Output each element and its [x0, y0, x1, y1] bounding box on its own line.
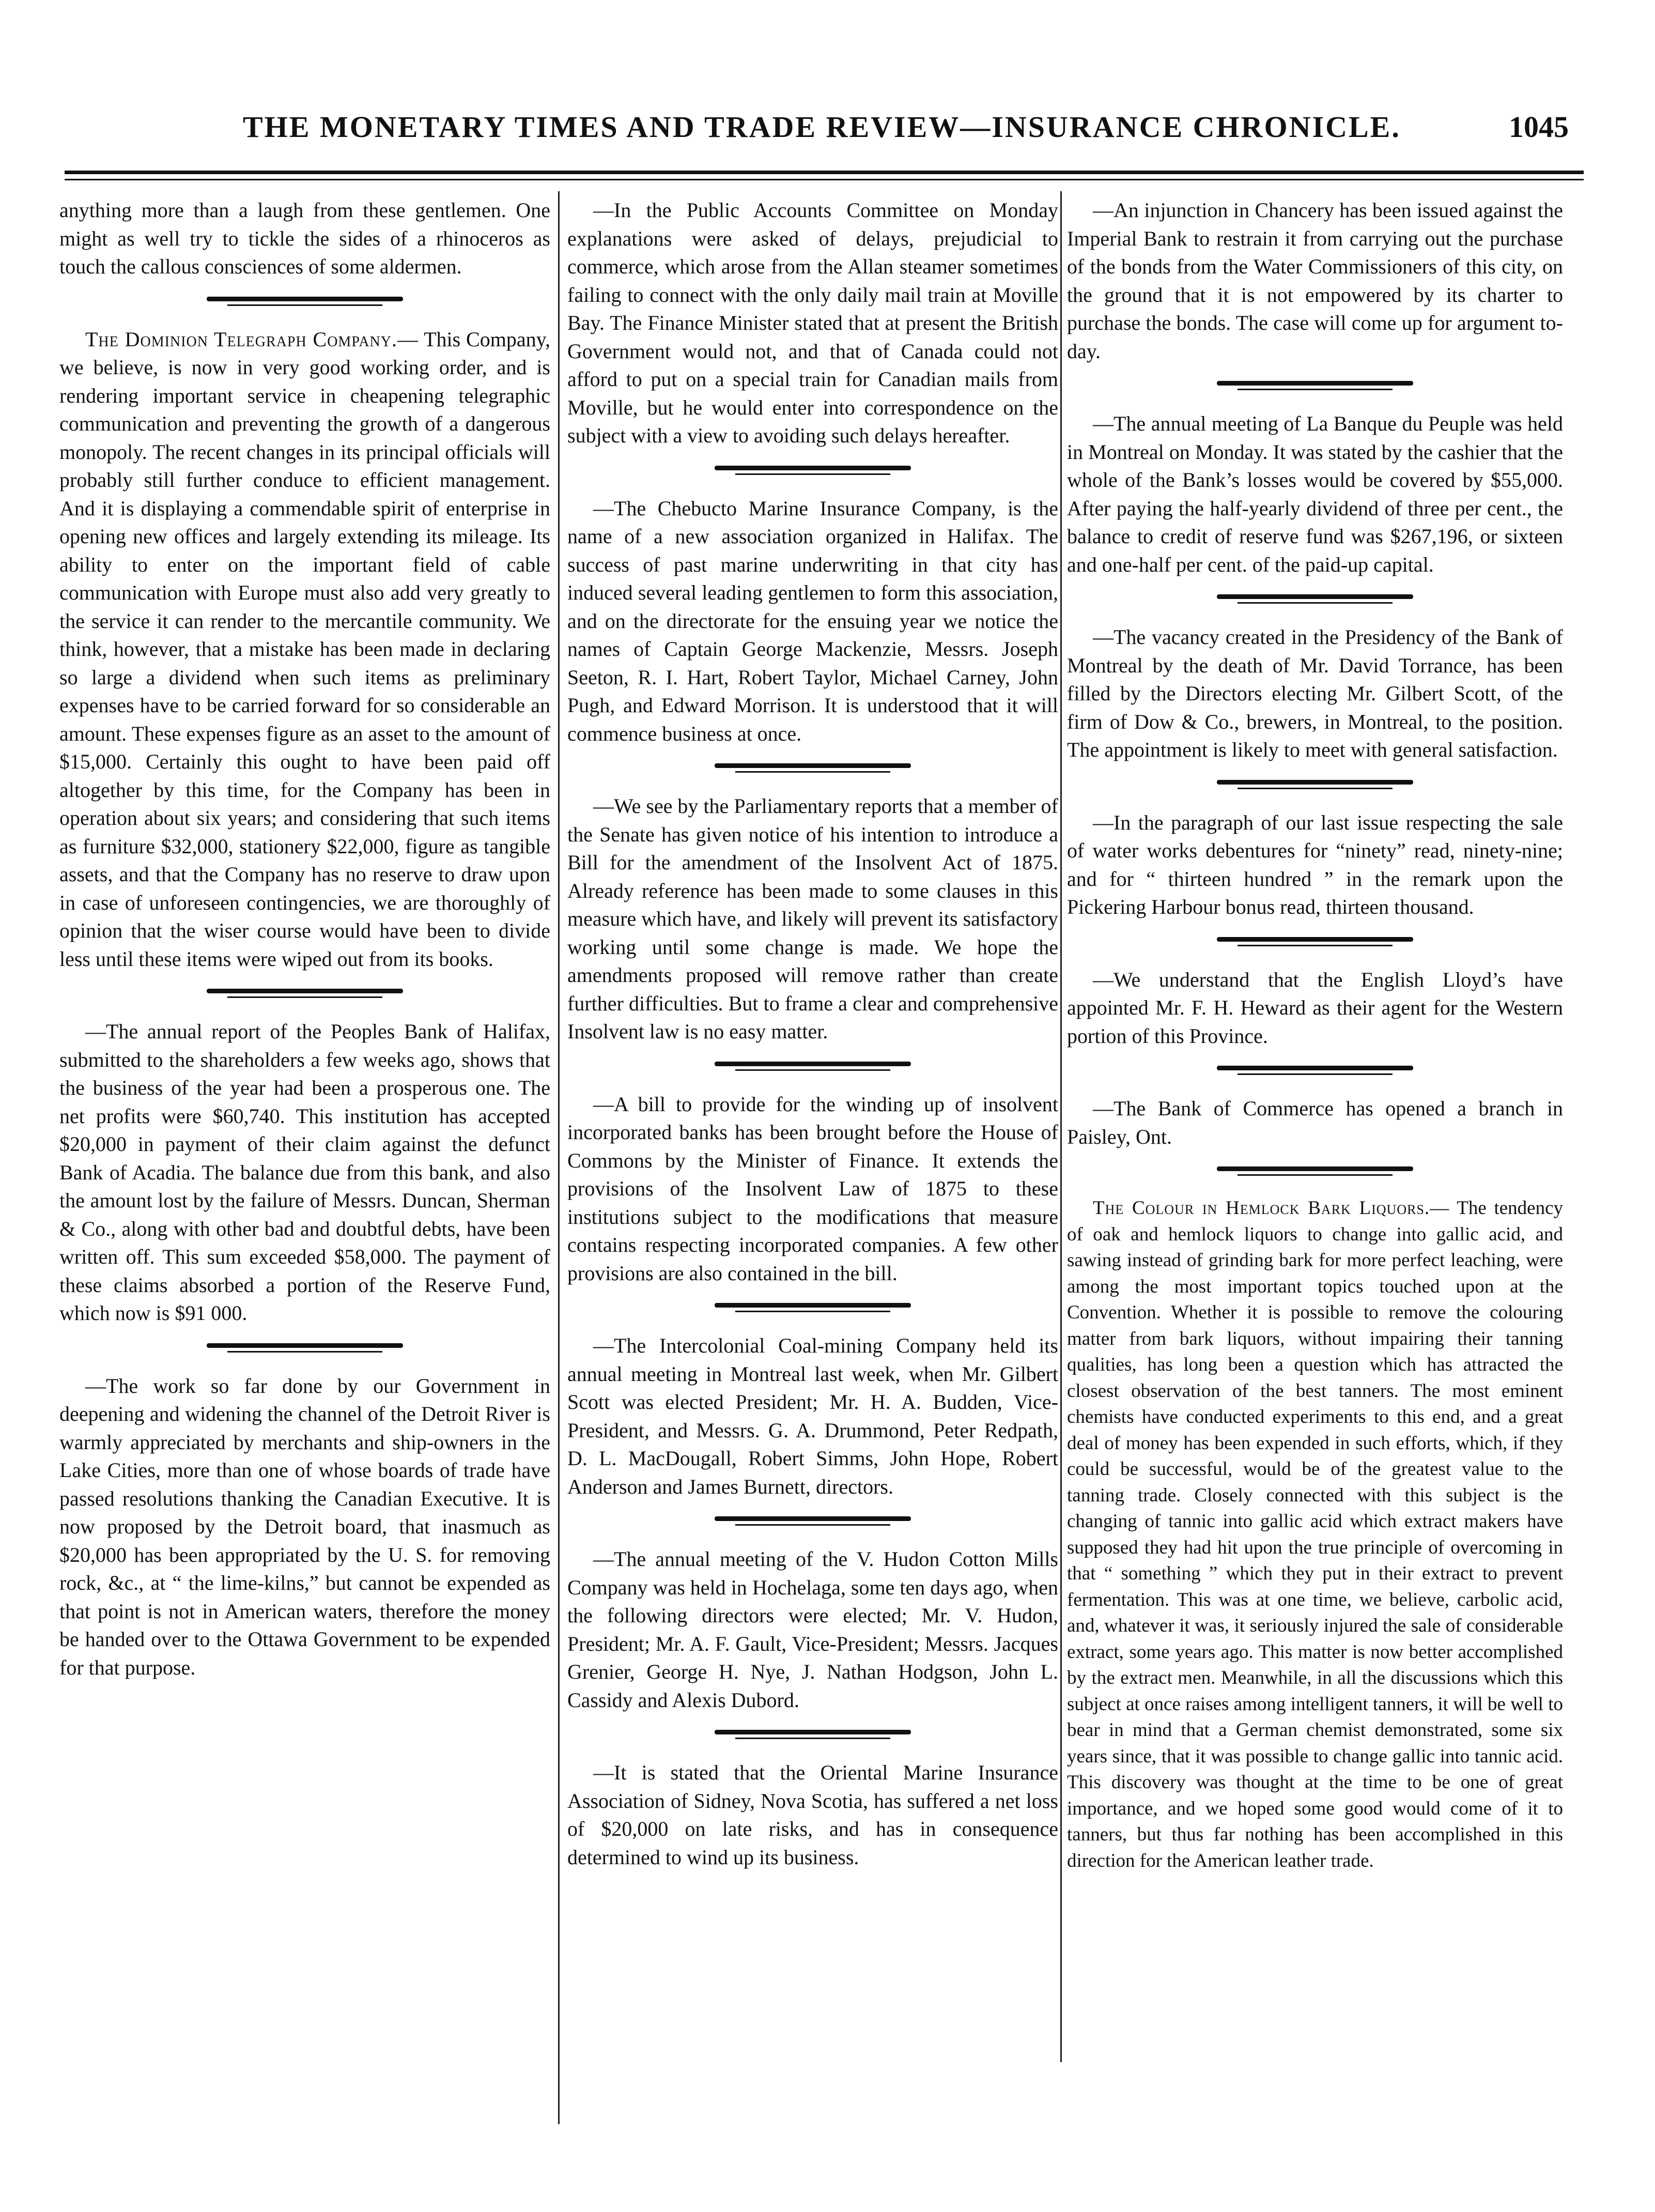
article-continuation: anything more than a laugh from these gentlemen. One might as well try to tickle the sides of a rhinoceros as touch the callous consciences of some aldermen. [59, 198, 550, 278]
header-rule-thick [65, 171, 1584, 174]
column-middle [567, 196, 1058, 1871]
article-separator [567, 1297, 1058, 1317]
article-separator [1067, 588, 1563, 609]
article-separator [567, 1510, 1058, 1531]
page-number: 1045 [1509, 110, 1569, 144]
article-banque-du-peuple: —The annual meeting of La Banque du Peuple was held in Montreal on Monday. It was stated by the cashier that the whole of the Bank’s losses would be covered by $55,000. After paying the half-yearly dividend of three per cent., the balance to credit of reserve fund was $267,196, or sixteen and one-half per cent. of the paid-up capital. [1067, 412, 1563, 576]
article-hudon-cotton: —The annual meeting of the V. Hudon Cotton Mills Company was held in Hochelaga, some ten days ago, when the following directors were elected; Mr. V. Hudon, President; Mr. A. F. Gault, Vice-President; Messrs. Jacques Grenier, George H. Nye, J. Nathan Hodgson, John L. Cassidy and Alexis Dubord. [567, 1547, 1058, 1712]
article-separator [1067, 931, 1563, 951]
article-separator [59, 982, 550, 1003]
article-separator [1067, 375, 1563, 395]
article-separator [567, 757, 1058, 778]
article-separator [567, 1724, 1058, 1744]
article-winding-up-bill: —A bill to provide for the winding up of insolvent incorporated banks has been brought before the House of Commons by the Minister of Finance. It extends the provisions of the Insolvent Law of 1875 to these institutions subject to the modifications that measure contains respecting incorporated companies. A few other provisions are also contained in the bill. [567, 1092, 1058, 1285]
article-heading: The Colour in Hemlock Bark Liquors.— [1093, 1197, 1450, 1219]
publication-title: THE MONETARY TIMES AND TRADE REVIEW—INSURANCE CHRONICLE. [243, 110, 1401, 144]
article-body: This Company, we believe, is now in very good working order, and is rendering important service in cheapening telegraphic communication and preventing the growth of a dangerous monopoly. The recent changes in its principal officials will probably still further conduce to efficient management. And it is displaying a commendable spirit of enterprise in opening new offices and largely extending its mileage. Its ability to enter on the important field of cable communication with Europe must also add very greatly to the service it can render to the mercantile community. We think, however, that a mistake has been made in declaring so large a dividend when such items as preliminary expenses have to be carried forward for so considerable an amount. These expenses figure as an asset to the amount of $15,000. Certainly this ought to have been paid off altogether by this time, for the Company has been in operation about six years; and considering that such items as furniture $32,000, stationery $22,000, figure as tangible assets, and that the Company has no reserve to draw upon in case of unforeseen contingencies, we are thoroughly of opinion that the wiser course would have been to divide less until these items were wiped out from its books. [59, 327, 551, 971]
article-dominion-telegraph [59, 326, 550, 974]
column-right [1067, 196, 1563, 1874]
page-header [0, 0, 1655, 176]
article-lloyds: —We understand that the English Lloyd’s have appointed Mr. F. H. Heward as their agent for the Western portion of this Province. [1067, 967, 1563, 1048]
article-detroit-river: —The work so far done by our Government in deepening and widening the channel of the Detroit River is warmly appreciated by merchants and ship-owners in the Lake Cities, more than one of whose boards of trade have passed resolutions thanking the Canadian Executive. It is now proposed by the Detroit board, that inasmuch as $20,000 has been appropriated by the U. S. for removing rock, &c., at “ the lime-kilns,” but cannot be expended as that point is not in American waters, therefore the money be handed over to the Ottawa Government to be expended for that purpose. [59, 1374, 550, 1679]
article-separator [59, 1337, 550, 1358]
article-bank-of-montreal: —The vacancy created in the Presidency of the Bank of Montreal by the death of Mr. David Torrance, has been filled by the Directors electing Mr. Gilbert Scott, of the firm of Dow & Co., brewers, in Montreal, to the position. The appointment is likely to meet with general satisfaction. [1067, 625, 1563, 761]
article-public-accounts: —In the Public Accounts Committee on Monday explanations were asked of delays, prejudicial to commerce, which arose from the Allan steamer sometimes failing to connect with the only daily mail train at Moville Bay. The Finance Minister stated that at present the British Government would not, and that of Canada could not afford to put on a special train for Canadian mails from Moville, but he would enter into correspondence on the subject with a view to avoiding such delays hereafter. [567, 198, 1058, 447]
header-rule-thin [65, 179, 1584, 180]
column-left [59, 196, 550, 1682]
column-divider [1060, 191, 1062, 2062]
article-chebucto-marine: —The Chebucto Marine Insurance Company, is the name of a new association organized in Halifax. The success of past marine underwriting in that city has induced several leading gentlemen to form this association, and on the directorate for the ensuing year we notice the names of Captain George Mackenzie, Messrs. Joseph Seeton, R. I. Hart, Robert Taylor, Michael Carney, John Pugh, and Edward Morrison. It is understood that it will commence business at once. [567, 496, 1058, 745]
article-separator [567, 1055, 1058, 1076]
article-separator [1067, 1160, 1563, 1181]
article-separator [1067, 774, 1563, 794]
article-separator [59, 290, 550, 311]
article-peoples-bank: —The annual report of the Peoples Bank of Halifax, submitted to the shareholders a few weeks ago, shows that the business of the year had been a prosperous one. The net profits were $60,740. This institution has accepted $20,000 in payment of their claim against the defunct Bank of Acadia. The balance due from this bank, and also the amount lost by the failure of Messrs. Duncan, Sherman & Co., along with other bad and doubtful debts, have been written off. This sum exceeded $58,000. The payment of these claims absorbed a portion of the Reserve Fund, which now is $91 000. [59, 1020, 550, 1325]
article-heading: The Dominion Telegraph Company.— [85, 327, 419, 351]
column-divider [558, 191, 560, 2124]
article-separator [1067, 1059, 1563, 1080]
article-insolvent-act: —We see by the Parliamentary reports that a member of the Senate has given notice of his intention to introduce a Bill for the amendment of the Insolvent Act of 1875. Already reference has been made to some clauses in this measure which have, and likely will prevent its satisfactory working until some change is made. We hope the amendments proposed will remove rather than create further difficulties. But to frame a clear and comprehensive Insolvent law is no easy matter. [567, 794, 1058, 1043]
article-imperial-bank: —An injunction in Chancery has been issued against the Imperial Bank to restrain it from carrying out the purchase of the bonds from the Water Commissioners of this city, on the ground that it is not empowered by its charter to purchase the bonds. The case will come up for argument to-day. [1067, 198, 1563, 363]
article-hemlock-bark [1067, 1195, 1563, 1874]
article-oriental-marine: —It is stated that the Oriental Marine Insurance Association of Sidney, Nova Scotia, has suffered a net loss of $20,000 on late risks, and has in consequence determined to wind up its business. [567, 1761, 1058, 1869]
article-intercolonial-coal: —The Intercolonial Coal-mining Company held its annual meeting in Montreal last week, when Mr. Gilbert Scott was elected President; Mr. H. A. Budden, Vice-President, and Messrs. G. A. Drummond, Peter Redpath, D. L. MacDougall, Robert Simms, John Hope, Robert Anderson and James Burnett, directors. [567, 1334, 1058, 1498]
article-body: The tendency of oak and hemlock liquors to change into gallic acid, and sawing instead of grinding bark for more perfect leaching, were among the most important topics touched upon at the Convention. Whether it is possible to remove the colouring matter from bark liquors, without impairing their tanning qualities, has long been a question which has attracted the closest observation of the best tanners. The most eminent chemists have conducted experiments to this end, and a great deal of money has been expended in such efforts, which, if they could be successful, would be of the greatest value to the tanning trade. Closely connected with this subject is the changing of tannic into gallic acid which extract makers have supposed they had hit upon the true principle of overcoming in that “ something ” which they put in their extract to prevent fermentation. This was at one time, we believe, carbolic acid, and, whatever it was, it seriously injured the sale of considerable extract, some years ago. This matter is now better accomplished by the extract men. Meanwhile, in all the discussions which this subject at once raises among intelligent tanners, it will be well to bear in mind that a German chemist demonstrated, some six years since, that it was possible to change gallic into tannic acid. This discovery was thought at the time to be one of great importance, and we hoped some good would come of it to tanners, but thus far nothing has been accomplished in this direction for the American leather trade. [1067, 1197, 1563, 1871]
article-correction: —In the paragraph of our last issue respecting the sale of water works debentures for “ninety” read, ninety-nine; and for “ thirteen hundred ” in the remark upon the Pickering Harbour bonus read, thirteen thousand. [1067, 810, 1563, 918]
article-bank-of-commerce: —The Bank of Commerce has opened a branch in Paisley, Ont. [1067, 1097, 1563, 1148]
article-separator [567, 459, 1058, 480]
